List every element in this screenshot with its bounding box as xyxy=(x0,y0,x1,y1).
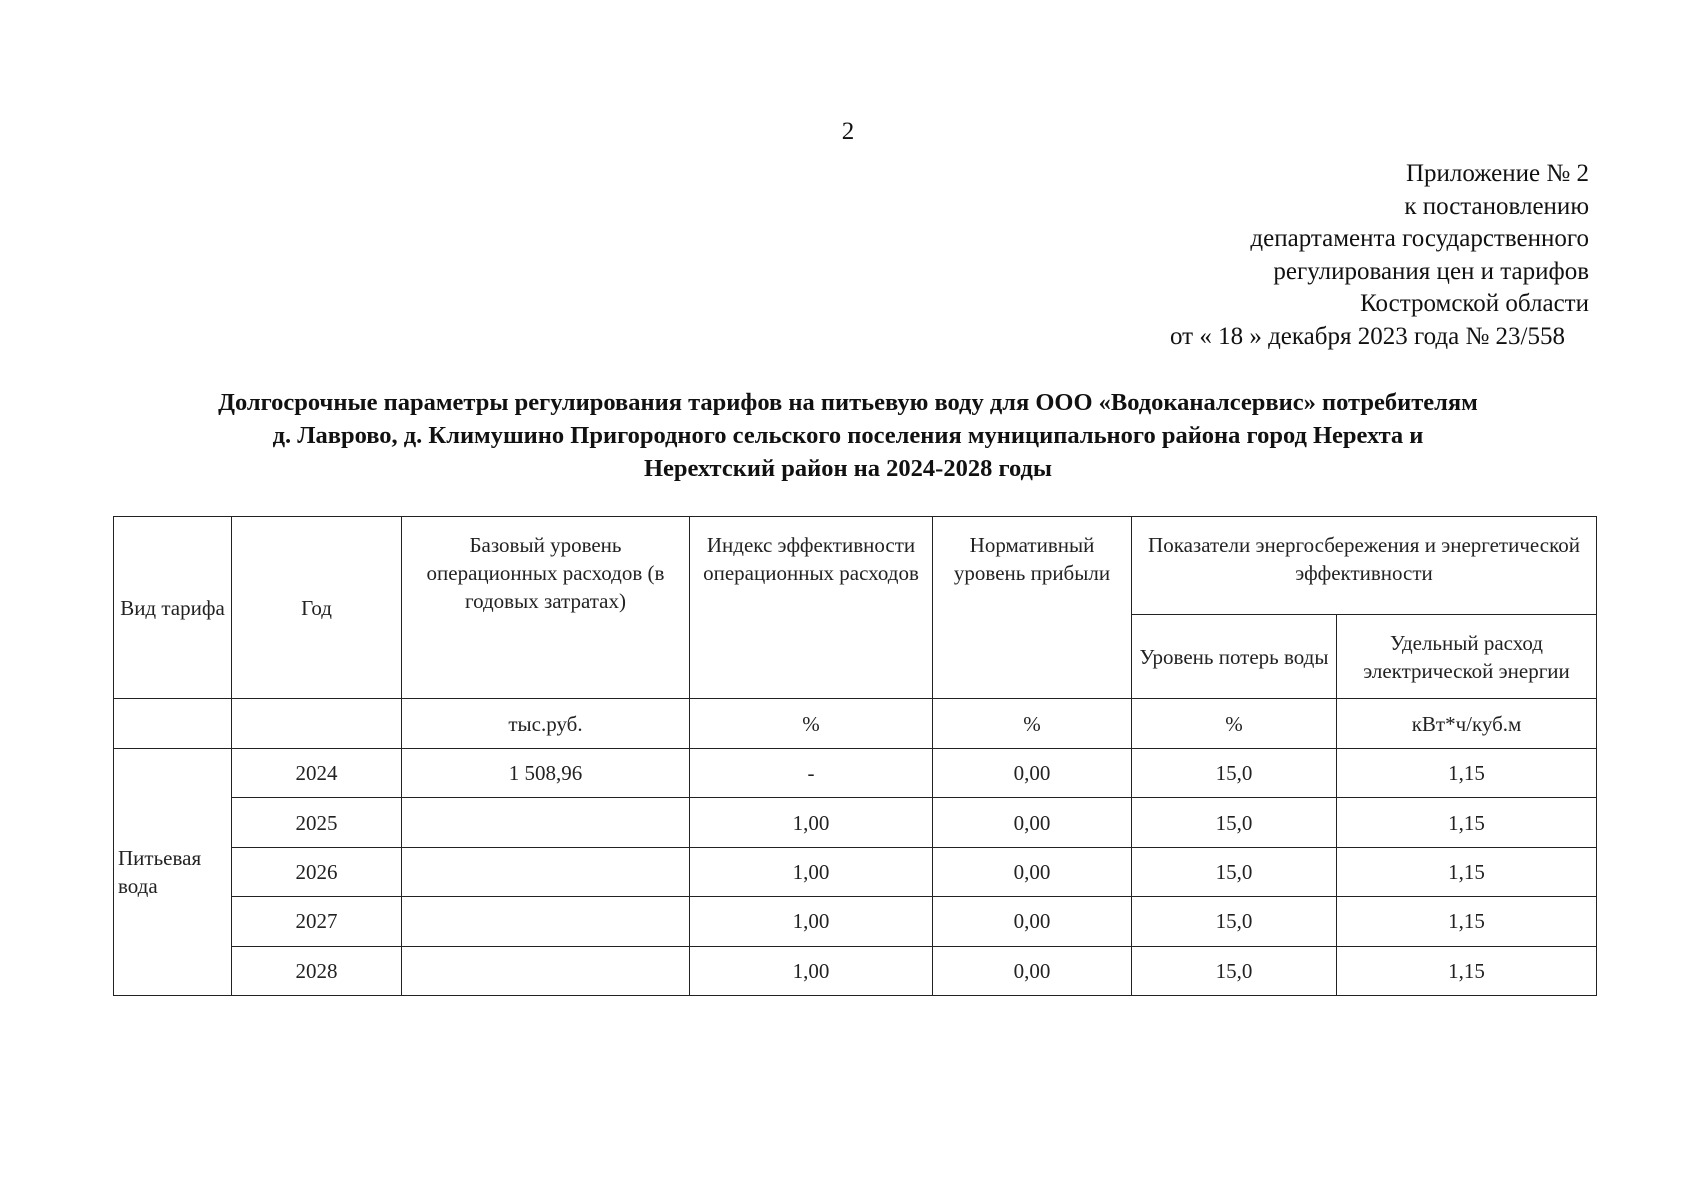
tariff-parameters-table xyxy=(113,516,1597,996)
title-line: Нерехтский район на 2024-2028 годы xyxy=(643,455,1053,482)
header-electricity-use: Удельный расход электрической энергии xyxy=(1337,615,1597,699)
appendix-line: к постановлению xyxy=(1404,192,1589,220)
cell-normative-profit: 0,00 xyxy=(933,798,1132,847)
unit-normative-profit: % xyxy=(933,699,1132,749)
table-row xyxy=(114,749,1597,798)
appendix-line: департамента государственного xyxy=(1250,225,1589,252)
header-year: Год xyxy=(232,517,402,699)
cell-base-opex xyxy=(402,946,690,995)
header-efficiency-index: Индекс эффективности операционных расходов xyxy=(690,517,933,699)
cell-water-loss: 15,0 xyxy=(1132,897,1337,946)
appendix-line: Приложение № 2 xyxy=(1405,160,1589,187)
unit-electricity-use: кВт*ч/куб.м xyxy=(1337,699,1597,749)
header-normative-profit: Нормативный уровень прибыли xyxy=(933,517,1132,699)
document-title xyxy=(100,386,1596,485)
unit-water-loss: % xyxy=(1132,699,1337,749)
page-number: 2 xyxy=(841,118,855,145)
cell-efficiency-index: 1,00 xyxy=(690,897,933,946)
tariff-type-cell: Питьевая вода xyxy=(114,749,232,996)
unit-cell-empty xyxy=(232,699,402,749)
appendix-block xyxy=(1170,158,1589,353)
table-row xyxy=(114,946,1597,995)
appendix-line: регулирования цен и тарифов xyxy=(1273,257,1589,285)
appendix-date-line: от « 18 » декабря 2023 года № 23/558 xyxy=(1169,322,1565,350)
unit-base-opex: тыс.руб. xyxy=(402,699,690,749)
cell-efficiency-index: 1,00 xyxy=(690,946,933,995)
cell-water-loss: 15,0 xyxy=(1132,946,1337,995)
cell-year: 2024 xyxy=(232,749,402,798)
cell-normative-profit: 0,00 xyxy=(933,946,1132,995)
cell-electricity-use: 1,15 xyxy=(1337,946,1597,995)
title-line: Долгосрочные параметры регулирования тарифов на питьевую воду для ООО «Водоканалсервис» потребителям xyxy=(218,389,1478,416)
cell-normative-profit: 0,00 xyxy=(933,847,1132,896)
cell-base-opex xyxy=(402,798,690,847)
cell-base-opex: 1 508,96 xyxy=(402,749,690,798)
cell-water-loss: 15,0 xyxy=(1132,847,1337,896)
table-row xyxy=(114,798,1597,847)
cell-efficiency-index: 1,00 xyxy=(690,798,933,847)
cell-efficiency-index: - xyxy=(690,749,933,798)
header-base-opex: Базовый уровень операционных расходов (в годовых затратах) xyxy=(402,517,690,699)
cell-electricity-use: 1,15 xyxy=(1337,897,1597,946)
cell-efficiency-index: 1,00 xyxy=(690,847,933,896)
cell-normative-profit: 0,00 xyxy=(933,897,1132,946)
cell-electricity-use: 1,15 xyxy=(1337,749,1597,798)
table-row xyxy=(114,897,1597,946)
cell-year: 2026 xyxy=(232,847,402,896)
header-tariff-type: Вид тарифа xyxy=(114,517,232,699)
table-row xyxy=(114,847,1597,896)
header-energy-group: Показатели энергосбережения и энергетической эффективности xyxy=(1132,517,1597,615)
cell-year: 2025 xyxy=(232,798,402,847)
header-water-loss: Уровень потерь воды xyxy=(1132,615,1337,699)
cell-base-opex xyxy=(402,897,690,946)
cell-electricity-use: 1,15 xyxy=(1337,798,1597,847)
unit-cell-empty xyxy=(114,699,232,749)
cell-year: 2027 xyxy=(232,897,402,946)
cell-year: 2028 xyxy=(232,946,402,995)
cell-normative-profit: 0,00 xyxy=(933,749,1132,798)
unit-efficiency-index: % xyxy=(690,699,933,749)
cell-base-opex xyxy=(402,847,690,896)
title-line: д. Лаврово, д. Климушино Пригородного сельского поселения муниципального района город Нерехта и xyxy=(272,422,1424,449)
appendix-line: Костромской области xyxy=(1360,290,1589,317)
cell-water-loss: 15,0 xyxy=(1132,749,1337,798)
cell-electricity-use: 1,15 xyxy=(1337,847,1597,896)
cell-water-loss: 15,0 xyxy=(1132,798,1337,847)
